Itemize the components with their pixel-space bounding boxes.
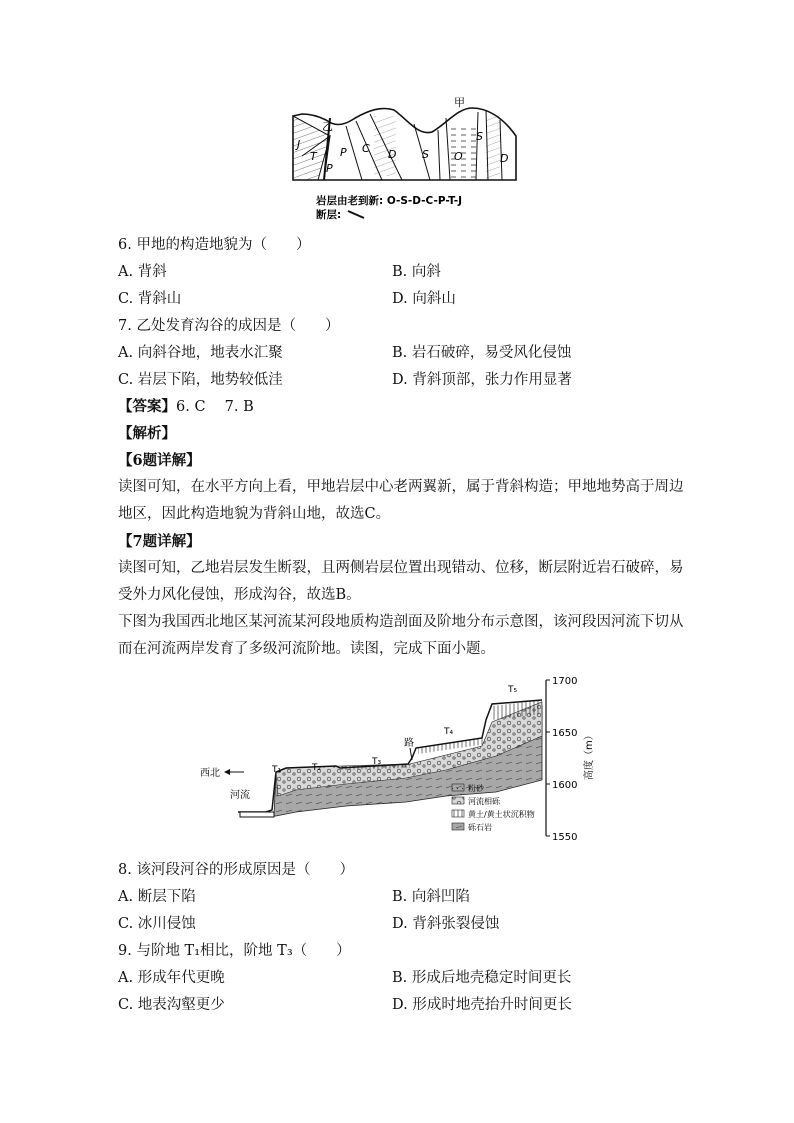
q8-option-d[interactable]: D. 背斜张裂侵蚀 (392, 916, 500, 932)
q6-detail-heading: 【6题详解】 (118, 452, 201, 469)
stratum-label: P (340, 146, 347, 159)
tick-1600: 1600 (552, 780, 578, 791)
analysis-heading: 【解析】 (118, 425, 176, 442)
stratum-label: S (476, 130, 483, 143)
q7-option-c[interactable]: C. 岩层下陷，地势较低洼 (118, 372, 283, 388)
axis-title: 高度（m） (584, 730, 595, 780)
q7-option-a[interactable]: A. 向斜谷地，地表水汇聚 (118, 345, 283, 361)
q7-detail-heading: 【7题详解】 (118, 533, 201, 550)
q6-option-c[interactable]: C. 背斜山 (118, 291, 182, 307)
q7-detail-body: 读图可知，乙地岩层发生断裂，且两侧岩层位置出现错动、位移，断层附近岩石破碎，易受外力风化侵蚀，形成沟谷，故选B。 (118, 560, 684, 603)
answer-label: 【答案】 (118, 398, 176, 415)
q7-stem: 7. 乙处发育沟谷的成因是（ ） (118, 318, 340, 334)
q8-option-a[interactable]: A. 断层下陷 (118, 889, 196, 905)
q6-option-d[interactable]: D. 向斜山 (392, 291, 456, 307)
q9-option-c[interactable]: C. 地表沟壑更少 (118, 997, 225, 1013)
q8-option-b[interactable]: B. 向斜凹陷 (392, 889, 470, 905)
q9-option-b[interactable]: B. 形成后地壳稳定时间更长 (392, 970, 572, 986)
legend-river-gravel: 河流相砾 (468, 797, 500, 806)
tick-1550: 1550 (552, 832, 578, 843)
geologic-section-figure (290, 96, 520, 222)
fault-symbol (348, 211, 364, 218)
terrace-t2: T₂ (312, 763, 322, 773)
caption-sequence: 岩层由老到新: O-S-D-C-P-T-J (316, 195, 463, 207)
label-river: 河流 (230, 790, 250, 801)
terrace-t1: T₁ (272, 765, 282, 775)
q9-stem: 9. 与阶地 T₁相比，阶地 T₃（ ） (118, 943, 351, 959)
legend-silt: 粉砂 (468, 784, 484, 793)
q9-option-a[interactable]: A. 形成年代更晚 (118, 970, 225, 986)
q6-detail-body: 读图可知，在水平方向上看，甲地岩层中心老两翼新，属于背斜构造；甲地地势高于周边地区，因此构造地貌为背斜山地，故选C。 (118, 479, 684, 522)
stratum-label: T (310, 150, 317, 163)
stratum-label: D (388, 148, 397, 161)
label-jia: 甲 (454, 96, 465, 109)
legend-loess: 黄土/黄土状沉积物 (468, 810, 535, 819)
q6-stem: 6. 甲地的构造地貌为（ ） (118, 237, 311, 253)
label-northwest: 西北 (200, 768, 220, 779)
caption-fault: 断层: (316, 209, 342, 221)
stratum-label: S (422, 148, 429, 161)
q6-option-b[interactable]: B. 向斜 (392, 264, 441, 280)
q8-option-c[interactable]: C. 冰川侵蚀 (118, 916, 196, 932)
terrace-t4: T₄ (444, 727, 454, 737)
answer-text: 6. C 7. B (176, 399, 254, 415)
terrace-t3: T₃ (372, 757, 382, 767)
tick-1700: 1700 (552, 676, 578, 687)
stratum-label: P (326, 162, 333, 175)
stratum-label: C (362, 142, 370, 155)
river-terrace-figure (196, 672, 600, 848)
label-road: 路 (404, 738, 414, 749)
terrace-t5: T₅ (508, 685, 518, 695)
stratum-label: J (297, 138, 301, 151)
answer-line (118, 397, 254, 417)
stratum-label: D (500, 152, 509, 165)
stratum-label: O (454, 150, 463, 163)
section-intro: 下图为我国西北地区某河流某河段地质构造剖面及阶地分布示意图，该河段因河流下切从而在河流两岸发育了多级河流阶地。读图，完成下面小题。 (118, 614, 684, 657)
q6-option-a[interactable]: A. 背斜 (118, 264, 167, 280)
q7-option-d[interactable]: D. 背斜顶部，张力作用显著 (392, 372, 572, 388)
q9-option-d[interactable]: D. 形成时地壳抬升时间更长 (392, 997, 572, 1013)
tick-1650: 1650 (552, 728, 578, 739)
label-yi: 乙 (322, 120, 333, 133)
q7-option-b[interactable]: B. 岩石破碎，易受风化侵蚀 (392, 345, 572, 361)
q8-stem: 8. 该河段河谷的形成原因是（ ） (118, 862, 354, 878)
legend-conglomerate: 砾石岩 (468, 823, 492, 832)
